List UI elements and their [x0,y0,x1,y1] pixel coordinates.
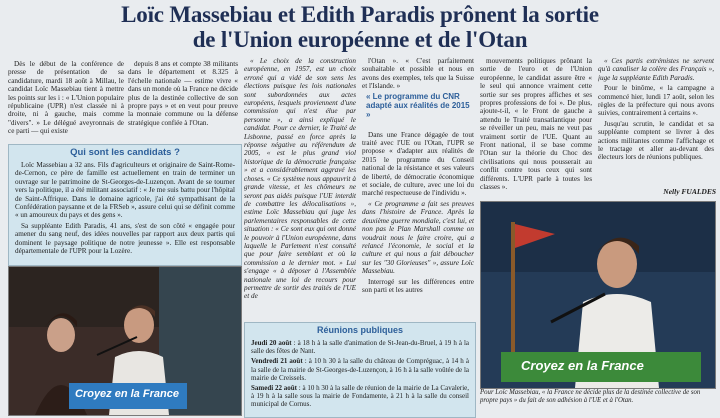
paragraph: Jusqu'au scrutin, le candidat et sa suppléante comptent se livrer à des actions militantes comme l'affichage et le tractage et aller au-devant des électeurs lors de réunions publiques. [598,119,714,162]
photo-caption: Pour Loïc Massebiau, « la France ne décide plus de la destinée collective de son propre pays » du fait de son adhésion à l'UE et à l'Otan. [480,389,701,404]
meetings-box [244,322,476,418]
meeting-item [251,384,469,409]
headline-line-2: de l'Union européenne et de l'Otan [192,27,528,52]
paragraph: « Ces partis extrémistes ne servent qu'à canaliser la colère des Français », juge la suppléante Edith Paradis. [598,57,714,82]
photo-1-banner-text: Croyez en la France [75,388,179,400]
meeting-day: Samedi 22 août [251,384,297,393]
paragraph: Loïc Massebiau a 32 ans. Fils d'agriculteurs et originaire de Saint-Rome-de-Cernon, ce père de famille est actuellement en train de terminer un ouvrage sur le patrimoine de St-Georges-de-Luzençon. Avant de se tourner vers la politique, il a été militant associatif : « Je me suis battu pour l'hôpital de Saint-Affrique. Dans le domaine agricole, j'ai été sympathisant de la Confédération paysanne et de la FRSeb », assure celui qui se définit comme « un amoureux du pays et des gens ». [15,161,235,220]
paragraph: l'Otan ». « C'est parfaitement souhaitable et possible et nous en avons des exemples, tels que la Suisse et l'Islande. » [362,57,474,91]
photo-2-banner-text: Croyez en la France [521,358,644,373]
article-column-2 [128,60,238,138]
paragraph: « Le choix de la construction européenne, en 1957, est un choix erroné qui a vidé de son sens les élections puisque les lois nationales sont subordonnées aux actes européens, lesquels proviennent d'une commission qui n'est élue par personne », a ainsi expliqué le candidat. Pour ce dernier, le Traité de Lisbonne, passé en force après la réponse négative au référendum de 2005, « est le plus grand viol historique de la démocratie française » et a considérablement aggravé les choses. « Ce système nous appauvrit à grande vitesse, et les chômeurs ne seront pas aidés puisque l'UE interdit de combattre les délocalisations », estime Loïc Massebiau qui juge les parlementaires responsables de cette situation : « Ce sont eux qui ont donné le pouvoir à l'Union européenne, dans laquelle le Parlement n'est consulté que pour faire semblant et où la commission a le dernier mot. » Lui s'engage « à déposer à l'Assemblée nationale une loi de recours pour permettre de sortir des traités de l'UE et de [244,57,356,301]
paragraph: Dès le début de la conférence de presse de présentation de sa candidature, mardi 18 août à Millau, le candidat Loïc Massebiau tient à mettre les points sur les i : « L'Union populaire républicaine (UPR) n'est classée ni à droite, ni à gauche, mais comme "divers". » Le délégué aveyronnais de ce parti — qui existe [8,60,124,136]
meetings-title: Réunions publiques [316,325,403,335]
meetings-list [251,339,469,415]
candidates-box-title: Qui sont les candidats ? [70,147,180,158]
article-column-5 [480,57,592,199]
paragraph: « Ce programme a fait ses preuves dans l'histoire de France. Après la deuxième guerre mondiale, c'est lui, et non pas le Plan Marshall comme on voudrait nous le faire croire, qui a relancé l'économie, le social et la culture et qui nous a fait déboucher sur les "30 Glorieuses" », assure Loïc Massebiau. [362,199,474,276]
paragraph: Pour le binôme, « la campagne a commencé hier, lundi 17 août, selon les règles de la préfecture qui nous avons suivies, contrairement à certains ». [598,84,714,118]
meeting-item [251,357,469,382]
meeting-day: Jeudi 20 août [251,339,292,347]
paragraph: depuis 8 ans et compte 38 militants dans le département et 8.325 à l'échelle nationale — estime vivre « dans un monde où la France ne décide plus de la destinée collective de son propre pays » et en veut pour preuve la monnaie commune ou la défense stratégique confiée à l'Otan. [128,60,238,127]
meeting-details: : à 10 h 30 à la salle du château de Compréguac, à 14 h à la salle de la mairie de St-Georges-de-Luzençon, à 16 h à la salle voûtée de la mairie de Creissels. [251,357,469,382]
photo-candidates [8,266,242,416]
headline-line-1: Loïc Massebiau et Edith Paradis prônent la sortie [121,2,599,27]
pull-quote: « Le programme du CNR adapté aux réalités de 2015 » [366,92,470,119]
paragraph: Interrogé sur les différences entre son parti et les autres [362,277,474,294]
article-column-1 [8,60,124,138]
byline: Nelly FUALDES [663,187,716,196]
article-column-6 [598,57,714,195]
paragraph: mouvements politiques prônant la sortie de l'euro et de l'Union européenne, le candidat assure être « le seul qui annonce vraiment cette sortie sur ses propres affiches et ses propres professions de foi ». De plus, ajoute-t-il, « le Front de gauche a attendu le Traité transatlantique pour se réveiller un peu, mais ne veut pas vraiment sortir de l'UE. Quant au Front national, il se base comme l'Otan sur la théorie du Choc des civilisations qui nous pousserait au conflit contre tous ceux qui sont différents. L'UPR parle à toutes les classes ». [480,57,592,192]
paragraph: Sa suppléante Edith Paradis, 41 ans, s'est de son côté « engagée pour amener du sang neuf, des idées nouvelles par rapport aux deux partis qui dominent le paysage politique de notre jeunesse ». Elle est responsable départementale de l'UPR pour la Lozère. [15,221,235,256]
meeting-day: Vendredi 21 août [251,357,303,366]
meeting-details: : à 18 h à la salle d'animation de St-Jean-du-Bruel, à 19 h à la salle des fêtes de Nant. [251,339,469,356]
meeting-details: : à 10 h 30 à la salle de réunion de la mairie de La Cavalerie, à 19 h à la salle sous la mairie de Fondamente, à 21 h à la salle du conseil municipal de Cornus. [251,384,469,409]
paragraph: Dans une France dégagée de tout traité avec l'UE ou l'Otan, l'UPR se propose « d'adapter aux réalités de 2015 le programme du Conseil national de la résistance et ses valeurs de liberté, de démocratie économique et sociale, de culture, avec une loi du marché respectueuse de l'individu ». [362,130,474,198]
meeting-item [251,339,469,355]
candidates-box-text [15,161,235,261]
candidates-box [8,144,242,266]
article-column-3 [244,57,356,319]
photo-speaker [480,201,716,389]
headline [0,2,720,52]
